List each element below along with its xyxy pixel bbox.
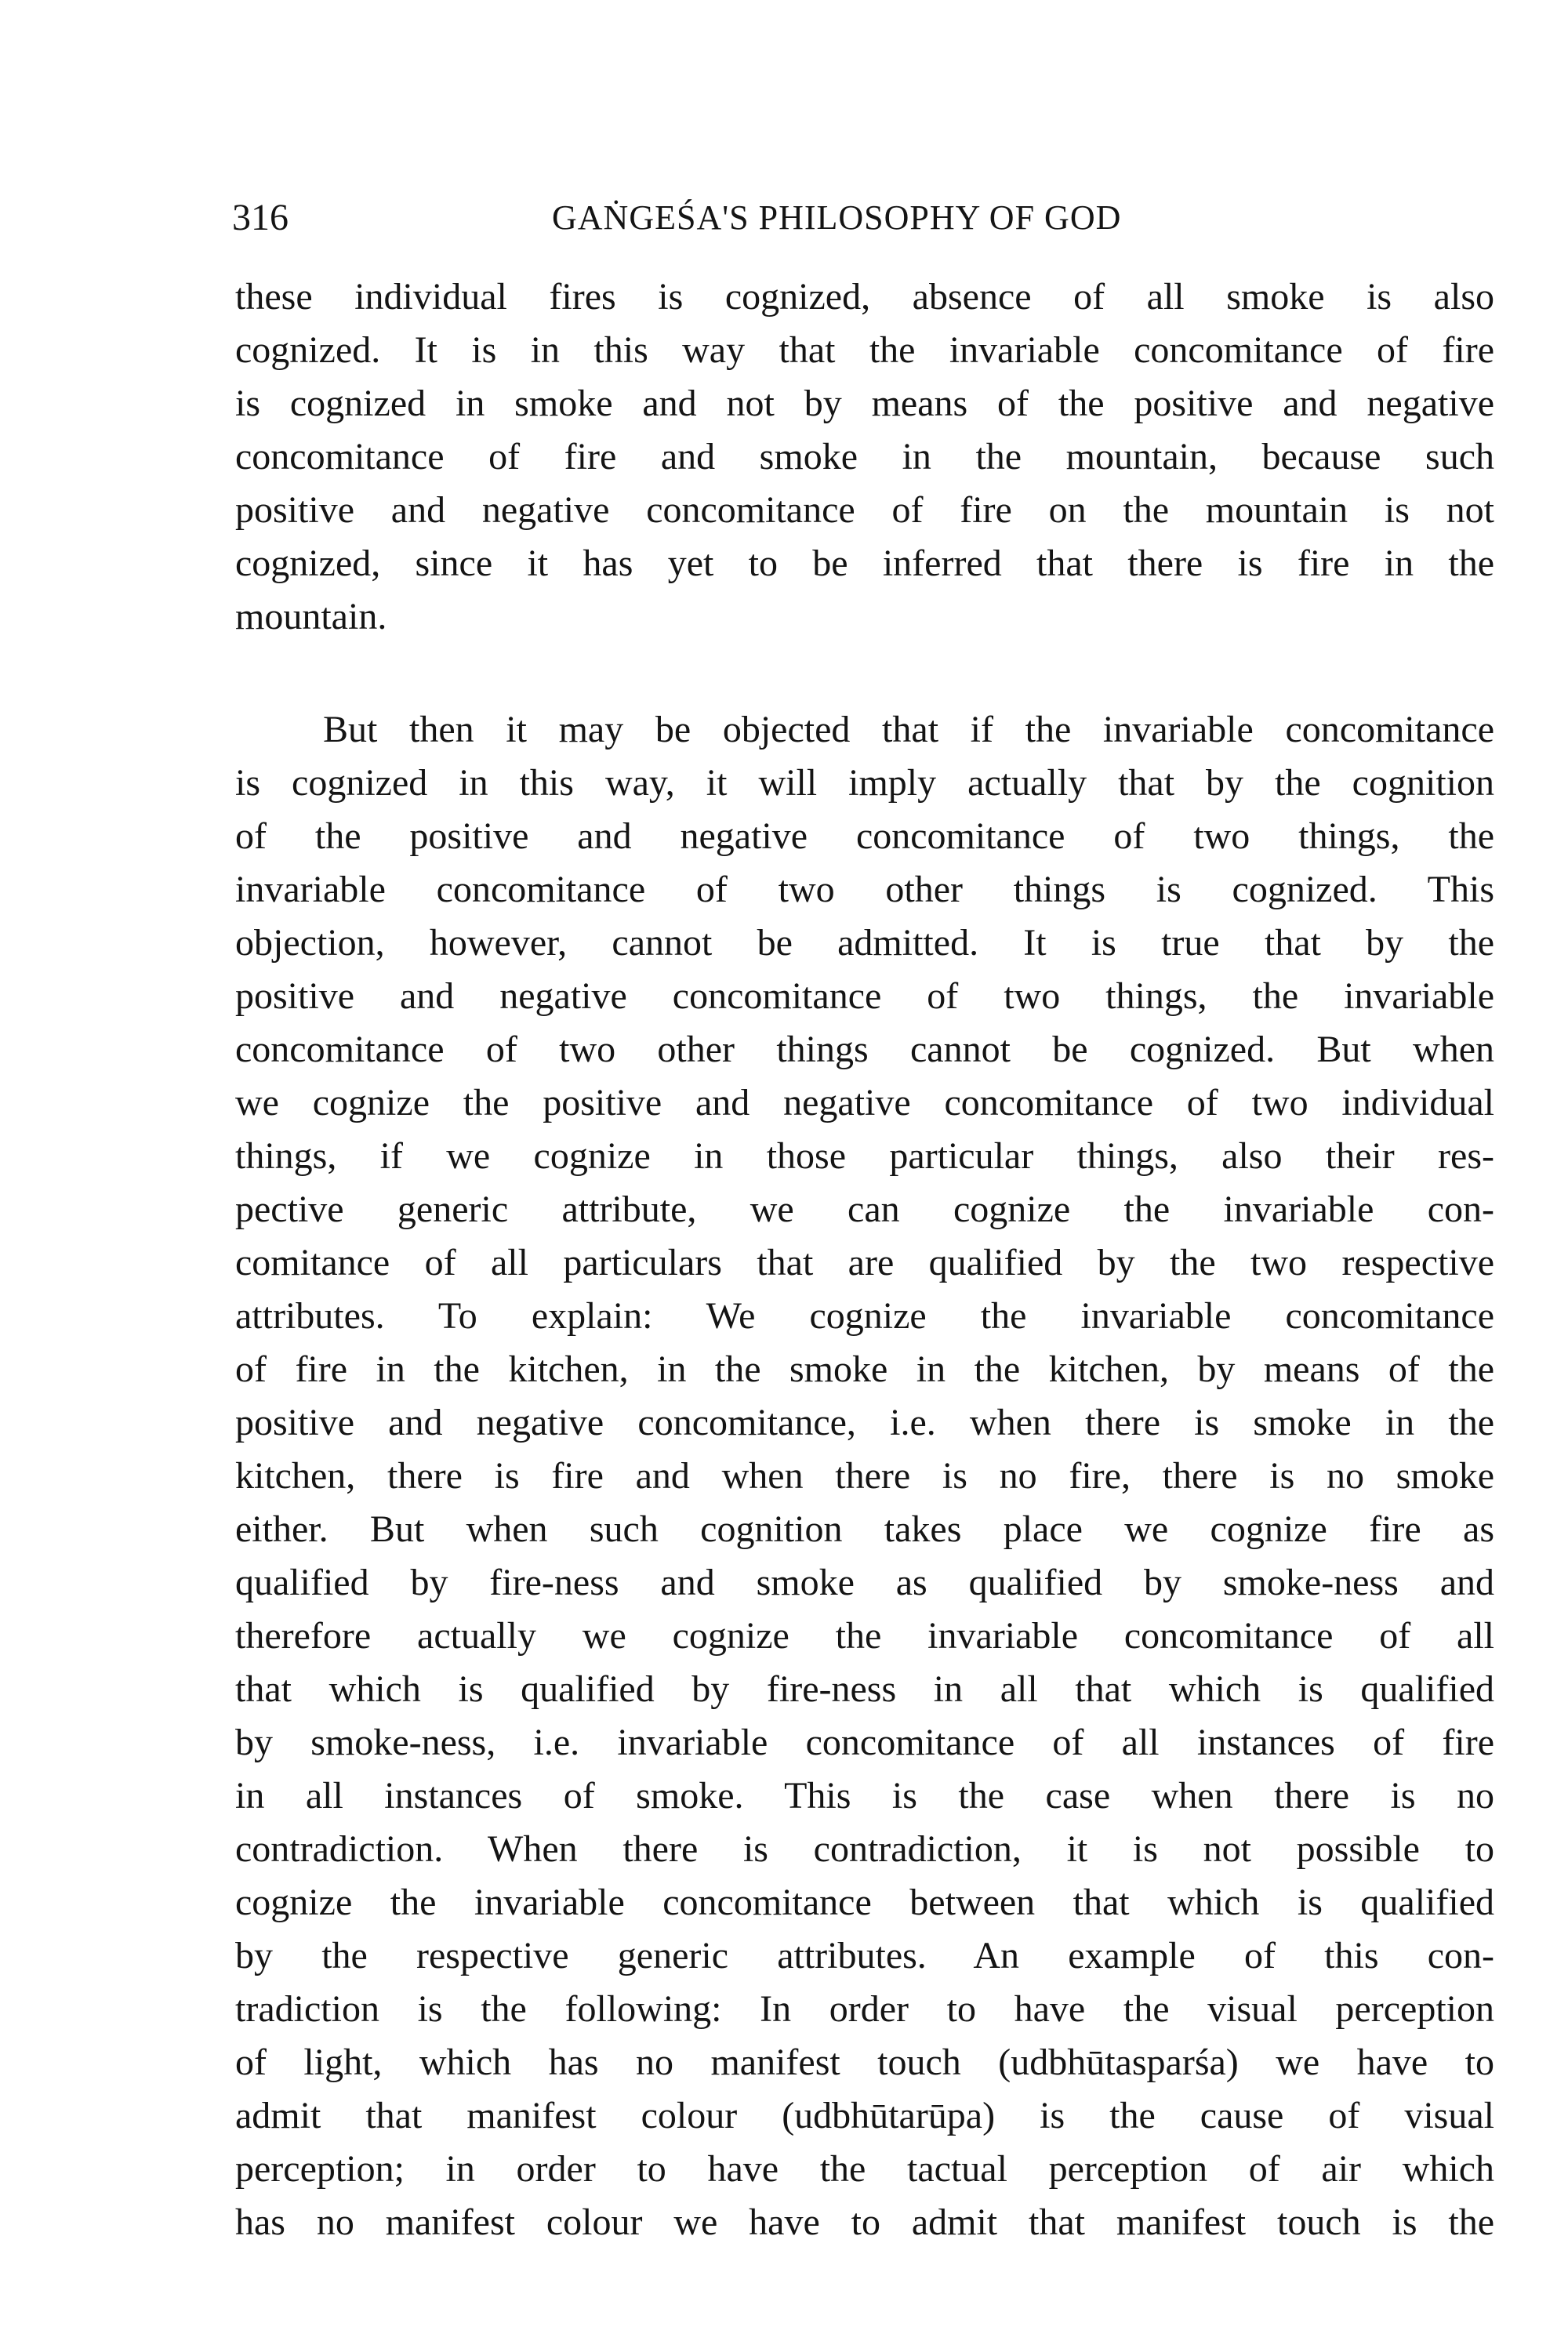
text-line: cognize the invariable concomitance between that which is qualified [235, 1882, 1494, 1923]
text-line: positive and negative concomitance of fire on the mountain is not [235, 489, 1494, 531]
page-number: 316 [232, 197, 289, 238]
text-line: pective generic attribute, we can cognize the invariable con- [235, 1189, 1494, 1230]
paragraph-2 [235, 703, 1494, 2249]
text-line: qualified by fire-ness and smoke as qualified by smoke-ness and [235, 1562, 1494, 1603]
text-line: of light, which has no manifest touch (udbhūtasparśa) we have to [235, 2042, 1494, 2083]
text-line: therefore actually we cognize the invariable concomitance of all [235, 1615, 1494, 1657]
text-line: these individual fires is cognized, absence of all smoke is also [235, 276, 1494, 318]
text-line: is cognized in this way, it will imply actually that by the cognition [235, 762, 1494, 804]
text-line: things, if we cognize in those particular things, also their res- [235, 1135, 1494, 1177]
text-line: either. But when such cognition takes place we cognize fire as [235, 1508, 1494, 1550]
text-line: positive and negative concomitance of two things, the invariable [235, 975, 1494, 1017]
text-line: cognized, since it has yet to be inferred that there is fire in the [235, 543, 1494, 584]
running-title: GAṄGEŚA'S PHILOSOPHY OF GOD [552, 198, 1122, 237]
text-line: objection, however, cannot be admitted. It is true that by the [235, 922, 1494, 964]
text-line: we cognize the positive and negative concomitance of two individual [235, 1082, 1494, 1123]
text-line: kitchen, there is fire and when there is no fire, there is no smoke [235, 1455, 1494, 1497]
text-line: has no manifest colour we have to admit that manifest touch is the [235, 2201, 1494, 2243]
text-line: concomitance of fire and smoke in the mountain, because such [235, 436, 1494, 477]
text-line: that which is qualified by fire-ness in all that which is qualified [235, 1668, 1494, 1710]
paragraph-gap [235, 644, 1494, 703]
text-line: mountain. [235, 596, 387, 637]
text-line: of the positive and negative concomitance of two things, the [235, 815, 1494, 857]
text-line: in all instances of smoke. This is the case when there is no [235, 1775, 1494, 1817]
text-line: of fire in the kitchen, in the smoke in the kitchen, by means of the [235, 1348, 1494, 1390]
text-line: But then it may be objected that if the invariable concomitance [323, 709, 1494, 750]
text-line: by smoke-ness, i.e. invariable concomitance of all instances of fire [235, 1722, 1494, 1763]
paragraph-1 [235, 270, 1494, 644]
text-line: tradiction is the following: In order to have the visual perception [235, 1988, 1494, 2030]
text-line: is cognized in smoke and not by means of the positive and negative [235, 383, 1494, 424]
text-line: admit that manifest colour (udbhūtarūpa) is the cause of visual [235, 2095, 1494, 2136]
text-line: perception; in order to have the tactual perception of air which [235, 2148, 1494, 2190]
page-header [232, 194, 1486, 241]
text-line: contradiction. When there is contradiction, it is not possible to [235, 1828, 1494, 1870]
text-line: comitance of all particulars that are qualified by the two respective [235, 1242, 1494, 1283]
text-line: concomitance of two other things cannot be cognized. But when [235, 1029, 1494, 1070]
body-text [235, 270, 1494, 2249]
text-line: positive and negative concomitance, i.e. when there is smoke in the [235, 1402, 1494, 1443]
text-line: cognized. It is in this way that the invariable concomitance of fire [235, 329, 1494, 371]
text-line: by the respective generic attributes. An example of this con- [235, 1935, 1494, 1976]
text-line: invariable concomitance of two other things is cognized. This [235, 869, 1494, 910]
text-line: attributes. To explain: We cognize the invariable concomitance [235, 1295, 1494, 1337]
